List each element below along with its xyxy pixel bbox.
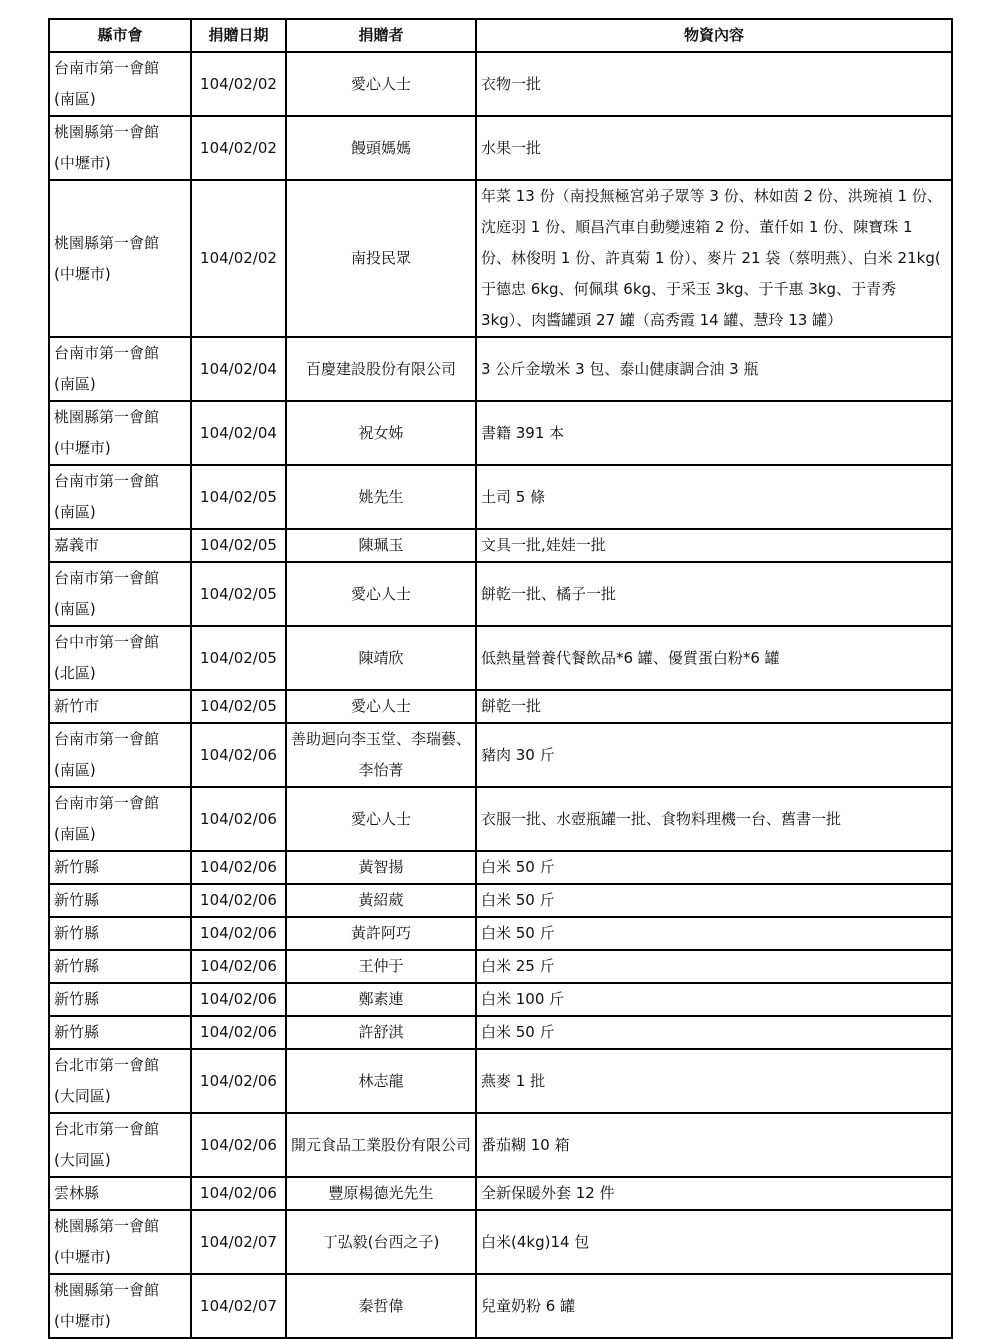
cell-items: 白米 50 斤 [476,1016,952,1049]
cell-date: 104/02/05 [191,690,286,723]
table-row [49,529,952,562]
table-row [49,626,952,690]
cell-donor: 陳靖欣 [286,626,476,690]
cell-date: 104/02/06 [191,723,286,787]
cell-county: 台南市第一會館 (南區) [49,562,191,626]
cell-donor: 許舒淇 [286,1016,476,1049]
cell-donor: 林志龍 [286,1049,476,1113]
table-row [49,116,952,180]
cell-items: 全新保暖外套 12 件 [476,1177,952,1210]
cell-county: 桃園縣第一會館 (中壢市) [49,1274,191,1338]
cell-date: 104/02/05 [191,465,286,529]
cell-items: 餅乾一批 [476,690,952,723]
cell-county: 桃園縣第一會館 (中壢市) [49,180,191,337]
donation-table [48,18,953,1339]
cell-items: 燕麥 1 批 [476,1049,952,1113]
table-row [49,690,952,723]
table-row [49,851,952,884]
cell-date: 104/02/05 [191,529,286,562]
cell-county: 桃園縣第一會館 (中壢市) [49,1210,191,1274]
cell-donor: 愛心人士 [286,787,476,851]
cell-donor: 姚先生 [286,465,476,529]
table-row [49,917,952,950]
table-row [49,465,952,529]
cell-county: 台南市第一會館 (南區) [49,723,191,787]
cell-items: 衣服一批、水壺瓶罐一批、食物料理機一台、舊書一批 [476,787,952,851]
cell-county: 新竹縣 [49,884,191,917]
donation-record-page [48,18,953,1339]
table-row [49,562,952,626]
table-row [49,1113,952,1177]
cell-date: 104/02/06 [191,1113,286,1177]
header-date: 捐贈日期 [191,19,286,52]
table-row [49,337,952,401]
cell-date: 104/02/06 [191,884,286,917]
cell-items: 土司 5 條 [476,465,952,529]
cell-donor: 豐原楊德光先生 [286,1177,476,1210]
table-row [49,884,952,917]
cell-items: 年菜 13 份（南投無極宮弟子眾等 3 份、林如茵 2 份、洪琬禎 1 份、沈庭羽 1 份、順昌汽車自動變速箱 2 份、董仟如 1 份、陳寶珠 1 份、林俊明 1 份、許真菊 1 份）、麥片 21 袋（蔡明燕）、白米 21kg( 于德忠 6kg、何佩琪 6kg、于采玉 3kg、于千惠 3kg、于青秀 3kg）、肉醬罐頭 27 罐（高秀霞 14 罐、慧玲 13 罐） [476,180,952,337]
cell-county: 台南市第一會館 (南區) [49,465,191,529]
table-row [49,1177,952,1210]
cell-county: 台北市第一會館 (大同區) [49,1049,191,1113]
cell-items: 文具一批,娃娃一批 [476,529,952,562]
table-row [49,950,952,983]
cell-county: 新竹縣 [49,983,191,1016]
cell-date: 104/02/05 [191,562,286,626]
cell-county: 新竹市 [49,690,191,723]
cell-county: 雲林縣 [49,1177,191,1210]
table-row [49,723,952,787]
header-donor: 捐贈者 [286,19,476,52]
cell-items: 白米(4kg)14 包 [476,1210,952,1274]
header-county: 縣市會 [49,19,191,52]
cell-items: 3 公斤金墩米 3 包、泰山健康調合油 3 瓶 [476,337,952,401]
cell-items: 低熱量營養代餐飲品*6 罐、優質蛋白粉*6 罐 [476,626,952,690]
cell-date: 104/02/06 [191,1049,286,1113]
cell-date: 104/02/06 [191,917,286,950]
table-row [49,180,952,337]
table-row [49,401,952,465]
cell-items: 水果一批 [476,116,952,180]
table-row [49,983,952,1016]
table-row [49,1210,952,1274]
cell-county: 台中市第一會館 (北區) [49,626,191,690]
cell-date: 104/02/06 [191,983,286,1016]
cell-county: 台南市第一會館 (南區) [49,337,191,401]
cell-donor: 陳珮玉 [286,529,476,562]
cell-donor: 開元食品工業股份有限公司 [286,1113,476,1177]
cell-donor: 黃許阿巧 [286,917,476,950]
table-header-row [49,19,952,52]
table-row [49,787,952,851]
cell-donor: 饅頭媽媽 [286,116,476,180]
cell-donor: 鄭素連 [286,983,476,1016]
table-row [49,52,952,116]
cell-date: 104/02/02 [191,52,286,116]
table-row [49,1049,952,1113]
cell-date: 104/02/06 [191,787,286,851]
cell-county: 台南市第一會館 (南區) [49,52,191,116]
cell-county: 台北市第一會館 (大同區) [49,1113,191,1177]
cell-items: 白米 50 斤 [476,917,952,950]
cell-items: 白米 50 斤 [476,884,952,917]
cell-donor: 百慶建設股份有限公司 [286,337,476,401]
cell-date: 104/02/05 [191,626,286,690]
cell-donor: 愛心人士 [286,562,476,626]
cell-items: 兒童奶粉 6 罐 [476,1274,952,1338]
cell-items: 衣物一批 [476,52,952,116]
cell-date: 104/02/06 [191,950,286,983]
cell-county: 嘉義市 [49,529,191,562]
cell-items: 白米 25 斤 [476,950,952,983]
cell-county: 台南市第一會館 (南區) [49,787,191,851]
table-row [49,1016,952,1049]
cell-donor: 愛心人士 [286,690,476,723]
cell-date: 104/02/04 [191,337,286,401]
cell-donor: 黃紹葳 [286,884,476,917]
cell-county: 桃園縣第一會館 (中壢市) [49,401,191,465]
cell-date: 104/02/06 [191,1016,286,1049]
cell-county: 新竹縣 [49,917,191,950]
cell-items: 豬肉 30 斤 [476,723,952,787]
header-items: 物資內容 [476,19,952,52]
cell-items: 餅乾一批、橘子一批 [476,562,952,626]
cell-donor: 南投民眾 [286,180,476,337]
table-row [49,1274,952,1338]
cell-date: 104/02/07 [191,1210,286,1274]
cell-date: 104/02/02 [191,180,286,337]
cell-county: 桃園縣第一會館 (中壢市) [49,116,191,180]
cell-date: 104/02/06 [191,851,286,884]
cell-donor: 秦哲偉 [286,1274,476,1338]
cell-county: 新竹縣 [49,1016,191,1049]
cell-items: 白米 50 斤 [476,851,952,884]
cell-date: 104/02/02 [191,116,286,180]
cell-donor: 黃智揚 [286,851,476,884]
cell-donor: 祝女姊 [286,401,476,465]
cell-date: 104/02/07 [191,1274,286,1338]
cell-items: 番茄糊 10 箱 [476,1113,952,1177]
table-body [49,52,952,1338]
cell-date: 104/02/06 [191,1177,286,1210]
cell-date: 104/02/04 [191,401,286,465]
cell-donor: 善助迴向李玉堂、李瑞藝、李怡菁 [286,723,476,787]
cell-donor: 王仲于 [286,950,476,983]
cell-items: 白米 100 斤 [476,983,952,1016]
cell-county: 新竹縣 [49,851,191,884]
cell-donor: 愛心人士 [286,52,476,116]
cell-items: 書籍 391 本 [476,401,952,465]
cell-donor: 丁弘毅(台西之子) [286,1210,476,1274]
cell-county: 新竹縣 [49,950,191,983]
